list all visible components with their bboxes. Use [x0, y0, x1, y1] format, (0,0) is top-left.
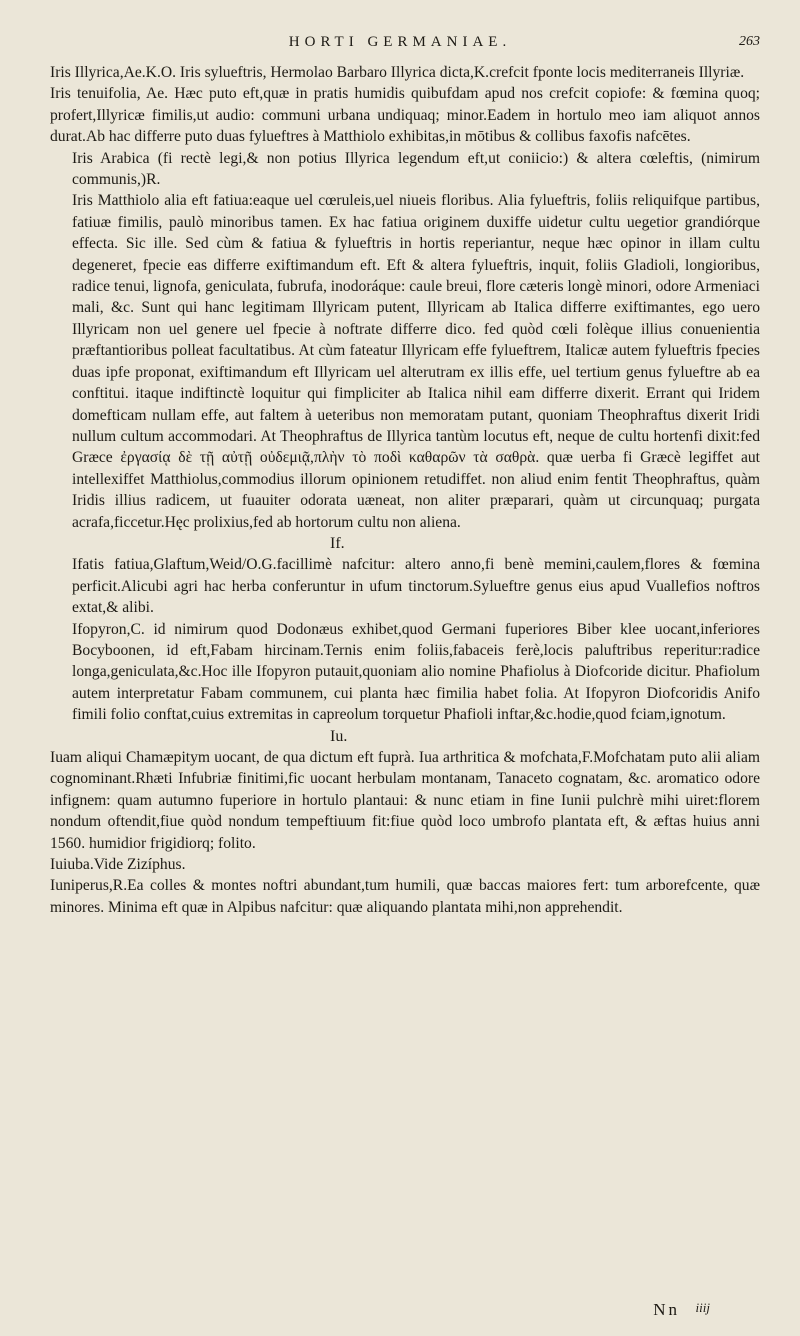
section-letter: Iu. — [330, 727, 348, 745]
paragraph: Iris tenuifolia, Ae. Hæc puto eft,quæ in pratis humidis quibufdam apud nos crefcit copiofe: & fœmina quoq; profert,Illyricæ fimilis,ut audio: communi urbana undiquaq; minor.Eadem in hortulo meo iam aliquot annos durat.Ab hac differre puto duas fylueftres à Matthiolo exhibitas,in mōtibus & collibus faxofis nafcētes. — [50, 85, 760, 146]
signature-mark: iiij — [695, 1300, 710, 1315]
paragraph: Iuniperus,R.Ea colles & montes noftri abundant,tum humili, quæ baccas maiores fert: tum arborefcente, quæ minores. Minima eft quæ in Alpibus nafcitur: quæ aliquando plantata mihi,non apprehendit. — [50, 877, 760, 916]
paragraph: Iuam aliqui Chamæpitym uocant, de qua dictum eft fuprà. Iua arthritica & mofchata,F.Mofchatam puto alii aliam cognominant.Rhæti Infubriæ finitimi,fic uocant herbulam montanam, Tanaceto cognatam, &c. aromatico odore infignem: quam autumno fuperiore in hortulo plantaui: & nunc etiam in fine Iunii pulchrè mihi uiret:florem nondum oftendit,fiue quòd nondum tempeftiuum fit:fiue quòd loco umbrofo plantata eft, & æftas huius anni 1560. humidior frigidiorq; folito. — [50, 749, 760, 852]
body-text — [50, 62, 760, 918]
page-number: 263 — [739, 34, 760, 49]
section-letter: If. — [330, 534, 345, 552]
running-head: HORTI GERMANIAE. — [288, 34, 512, 50]
paragraph: Iris Arabica (fi rectè legi,& non potius Illyrica legendum eft,ut coniicio:) & altera cœleftis, (nimirum communis,)R. — [72, 149, 760, 189]
paragraph: Ifopyron,C. id nimirum quod Dodonæus exhibet,quod Germani fuperiores Biber klee uocant,inferiores Bocyboonen, id eft,Fabam hircinam.Ternis enim foliis,fabaceis ferè,locis paluftribus reperitur:radice longa,geniculata,&c.Hoc ille Ifopyron putauit,quoniam alio nomine Phafiolus à Diofcoride dicitur. Phafiolum autem interpretatur Fabam communem, cui planta hæc fimilia habet folia. At Ifopyron Diofcoridis Anifo fimili folio conftat,cuius extremitas in capreolum torquetur Phafioli inftar,&c.hodie,quod fciam,ignotum. — [72, 620, 760, 724]
paragraph: Iris Illyrica,Ae.K.O. Iris sylueftris, Hermolao Barbaro Illyrica dicta,K.crefcit fponte locis mediterraneis Illyriæ. — [50, 64, 745, 81]
paragraph: Ifatis fatiua,Glaftum,Weid/O.G.facillimè nafcitur: altero anno,fi benè memini,caulem,flores & fœmina perficit.Alicubi agri hac herba conferuntur in ufum tinctorum.Sylueftre genus eius apud Vuallefios noftros extat,& alibi. — [72, 556, 760, 617]
paragraph: Iris Matthiolo alia eft fatiua:eaque uel cœruleis,uel niueis floribus. Alia fylueftris, foliis reliquifque partibus, fatiuæ fimilis, paulò minoribus tamen. Ex hac fatiua originem duxiffe uidetur cultu uegetior grandiórque effecta. Sic ille. Sed cùm & fatiua & fylueftris in hortis reperiantur, neque hæc opinor in illam cultu degeneret, fpecie eas differre exiftimandum eft. Eft & altera fylueftris, inquit, foliis Gladioli, longioribus, radice tenui, lignofa, geniculata, fubrufa, inodoráque: caule breui, flore cæteris longè minori, odore Armeniaci mali, &c. Sunt qui hanc legitimam Illyricam putent, Illyricam ab Italica differre exiftimantes, ego uero Illyricam non uel genere uel fpecie à noftrate differre dico. fed quòd cœli folèque illius conuenientia præftantioribus polleat facultatibus. At cùm fateatur Illyricam effe fylueftrem, Italicæ autem fylueftris fpecies duas ipfe proponat, exiftimandum eft Illyricam uel alterutram ex illis effe, uel tertium genus fylueftre ab ea conftitui. itaque indiftinctè loquitur qui fimpliciter ab Italica nihil eam differre dixerit. Errant qui Iridem domefticam nullam effe, aut faltem à ueteribus non memoratam putant, quoniam Theophraftus dixerit Iridi nullum cultum accommodari. At Theophraftus de Illyrica tantùm locutus eft, neque de cultu hortenfi dixit:fed Græce ἐργασίᾳ δὲ τῇ αὐτῇ οὐδεμιᾷ,πλὴν τὸ ποδὶ καθαρῶν τὰ σαθρὰ. quæ uerba fi Græcè legiffet aut intellexiffet Matthiolus,commodius illorum opinionem retudiffet. non aliud enim fentit Theophraftus, quàm Iridis illius radicem, ut fuauiter odorata uæneat, non aliter præparari, quàm ut circunquaq; purgata acrafa,ficcetur.Hęc prolixius,fed ab hortorum cultu non aliena. — [72, 192, 760, 531]
paragraph: Iuiuba.Vide Zizíphus. — [50, 856, 186, 874]
catchword: Nn — [653, 1300, 680, 1319]
